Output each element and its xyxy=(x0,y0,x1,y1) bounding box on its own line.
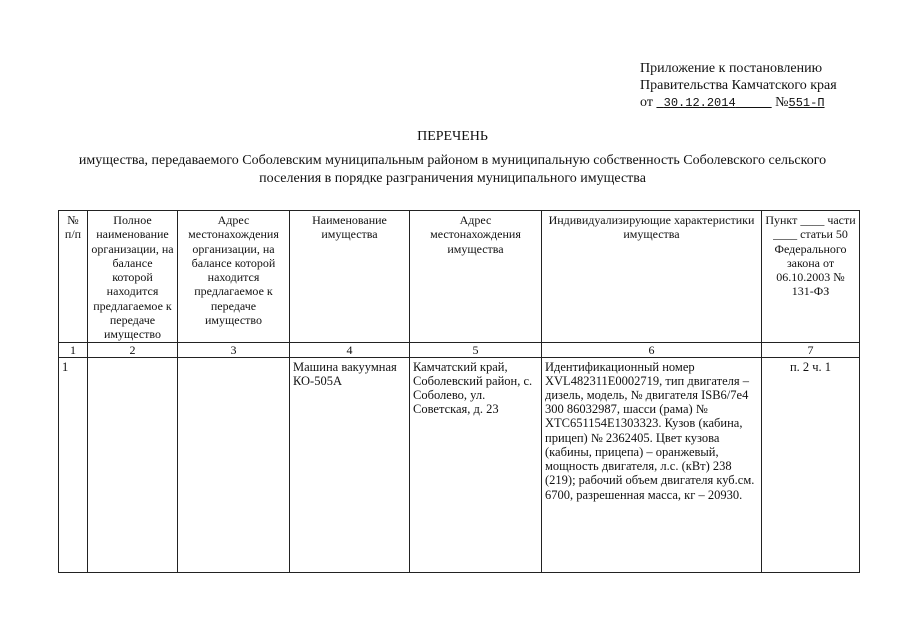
resolution-date: 30.12.2014 xyxy=(663,96,736,110)
property-name-cell: Машина вакуумная КО-505А xyxy=(290,357,410,572)
header-cell: Полное наименование организации, на балансе которой находится предлагаемое к передаче имущество xyxy=(88,211,178,343)
from-label: от xyxy=(640,95,653,110)
header-cell: № п/п xyxy=(59,211,88,343)
header-cell: Адрес местонахождения организации, на балансе которой находится предлагаемое к передаче имущество xyxy=(178,211,290,343)
column-number: 2 xyxy=(88,342,178,357)
column-number: 5 xyxy=(410,342,542,357)
resolution-number: 551-П xyxy=(788,96,825,110)
table-header-row xyxy=(59,211,860,343)
column-number: 6 xyxy=(542,342,762,357)
header-cell: Пункт ____ части ____ статьи 50 Федерального закона от 06.10.2003 № 131-ФЗ xyxy=(762,211,860,343)
document-title: ПЕРЕЧЕНЬ xyxy=(417,129,488,144)
column-number: 7 xyxy=(762,342,860,357)
column-number: 3 xyxy=(178,342,290,357)
characteristics-cell: Идентификационный номер XVL482311E0002719, тип двигателя – дизель, модель, № двигателя ISB6/7e4 300 86032987, шасси (рама) № XTC651154E1303323. Кузов (кабина, прицеп) № 2362405. Цвет кузова (кабины, прицепа) – оранжевый, мощность двигателя, л.с. (кВт) 238 (219); рабочий объем двигателя куб.см. 6700, разрешенная масса, кг – 20930. xyxy=(542,357,762,572)
property-address-cell: Камчатский край, Соболевский район, с. Соболево, ул. Советская, д. 23 xyxy=(410,357,542,572)
org-address-cell xyxy=(178,357,290,572)
appendix-line-1: Приложение к постановлению xyxy=(640,61,823,76)
property-table xyxy=(58,210,860,573)
header-cell: Наименование имущества xyxy=(290,211,410,343)
document-subtitle: имущества, передаваемого Соболевским муниципальным районом в муниципальную собственность Соболевского сельского поселения в порядке разграничения муниципального имущества xyxy=(78,153,827,186)
org-name-cell xyxy=(88,357,178,572)
column-number: 4 xyxy=(290,342,410,357)
number-label: № xyxy=(775,95,789,110)
column-number: 1 xyxy=(59,342,88,357)
column-number-row xyxy=(59,342,860,357)
table-row xyxy=(59,357,860,572)
appendix-line-3 xyxy=(640,94,900,112)
clause-cell: п. 2 ч. 1 xyxy=(762,357,860,572)
header-cell: Адрес местонахождения имущества xyxy=(410,211,542,343)
row-number: 1 xyxy=(59,357,88,572)
appendix-line-2: Правительства Камчатского края xyxy=(640,78,837,93)
header-cell: Индивидуализирующие характеристики имущества xyxy=(542,211,762,343)
appendix-block xyxy=(640,60,900,112)
